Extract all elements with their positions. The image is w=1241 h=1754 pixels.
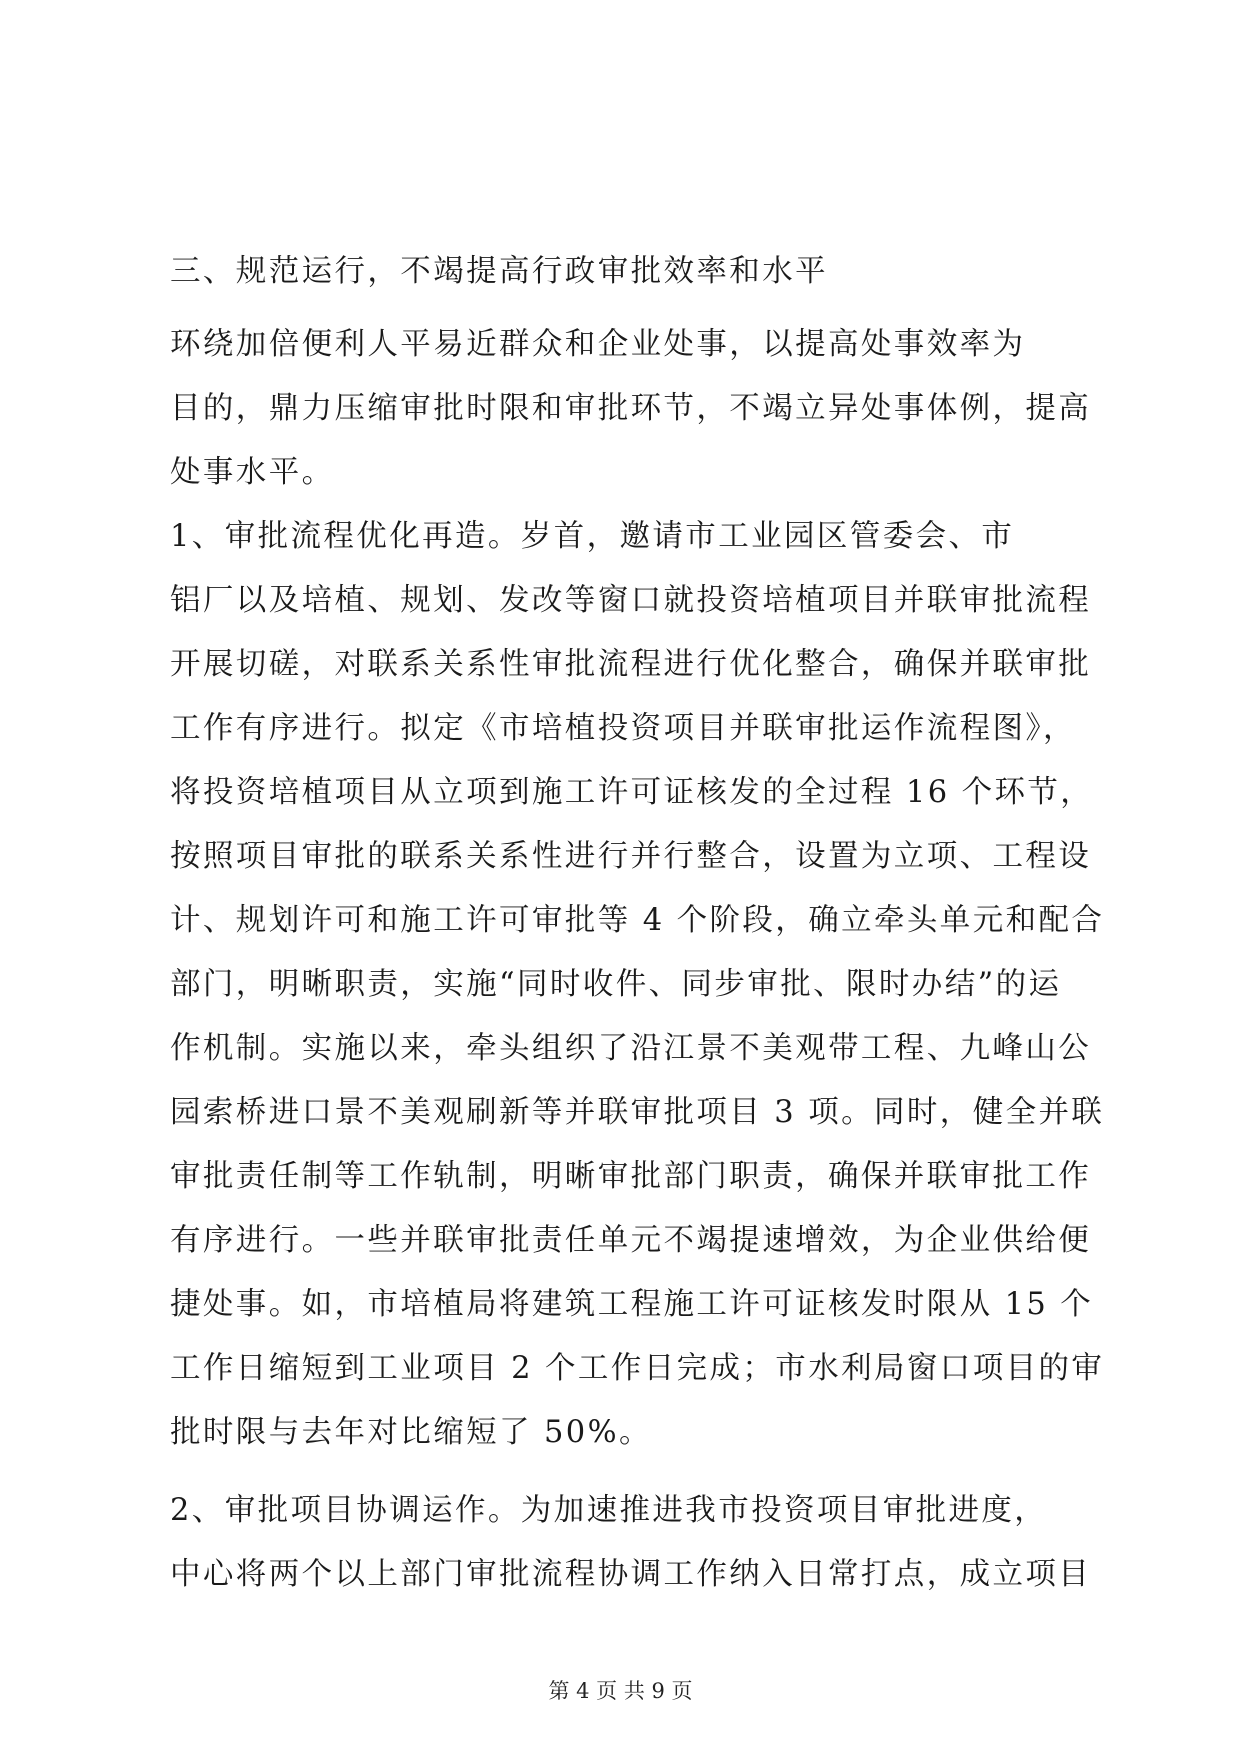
item1-line: 批时限与去年对比缩短了 50%。 [170, 1415, 652, 1450]
item1-line: 按照项目审批的联系关系性进行并行整合，设置为立项、工程设 [170, 839, 1092, 874]
item1-line: 铝厂以及培植、规划、发改等窗口就投资培植项目并联审批流程 [170, 583, 1092, 618]
item1-line: 工作有序进行。拟定《市培植投资项目并联审批运作流程图》， [170, 711, 1076, 746]
item2-line: 中心将两个以上部门审批流程协调工作纳入日常打点，成立项目 [170, 1557, 1092, 1592]
item1-line: 开展切磋，对联系关系性审批流程进行优化整合，确保并联审批 [170, 647, 1092, 682]
item1-line: 1、审批流程优化再造。岁首，邀请市工业园区管委会、市 [170, 519, 1015, 554]
item2-line: 2、审批项目协调运作。为加速推进我市投资项目审批进度， [170, 1493, 1048, 1528]
item1-line: 有序进行。一些并联审批责任单元不竭提速增效，为企业供给便 [170, 1223, 1092, 1258]
document-body [170, 240, 1105, 1607]
item1-line: 计、规划许可和施工许可审批等 4 个阶段，确立牵头单元和配合 [170, 903, 1105, 938]
item1-line: 捷处事。如，市培植局将建筑工程施工许可证核发时限从 15 个 [170, 1287, 1094, 1322]
item1-line: 将投资培植项目从立项到施工许可证核发的全过程 16 个环节， [170, 775, 1094, 810]
intro-line: 环绕加倍便利人平易近群众和企业处事，以提高处事效率为 [170, 327, 1026, 362]
intro-line: 处事水平。 [170, 455, 335, 490]
item1-line: 部门，明晰职责，实施“同时收件、同步审批、限时办结”的运 [170, 967, 1062, 1002]
item1-line: 工作日缩短到工业项目 2 个工作日完成；市水利局窗口项目的审 [170, 1351, 1105, 1386]
item1-line: 审批责任制等工作轨制，明晰审批部门职责，确保并联审批工作 [170, 1159, 1092, 1194]
item1-line: 园索桥进口景不美观刷新等并联审批项目 3 项。同时，健全并联 [170, 1095, 1105, 1130]
section-heading: 三、规范运行，不竭提高行政审批效率和水平 [170, 254, 828, 289]
intro-line: 目的，鼎力压缩审批时限和审批环节，不竭立异处事体例，提高 [170, 391, 1092, 426]
item1-line: 作机制。实施以来，牵头组织了沿江景不美观带工程、九峰山公 [170, 1031, 1092, 1066]
page-number-footer: 第 4 页 共 9 页 [548, 1679, 693, 1703]
